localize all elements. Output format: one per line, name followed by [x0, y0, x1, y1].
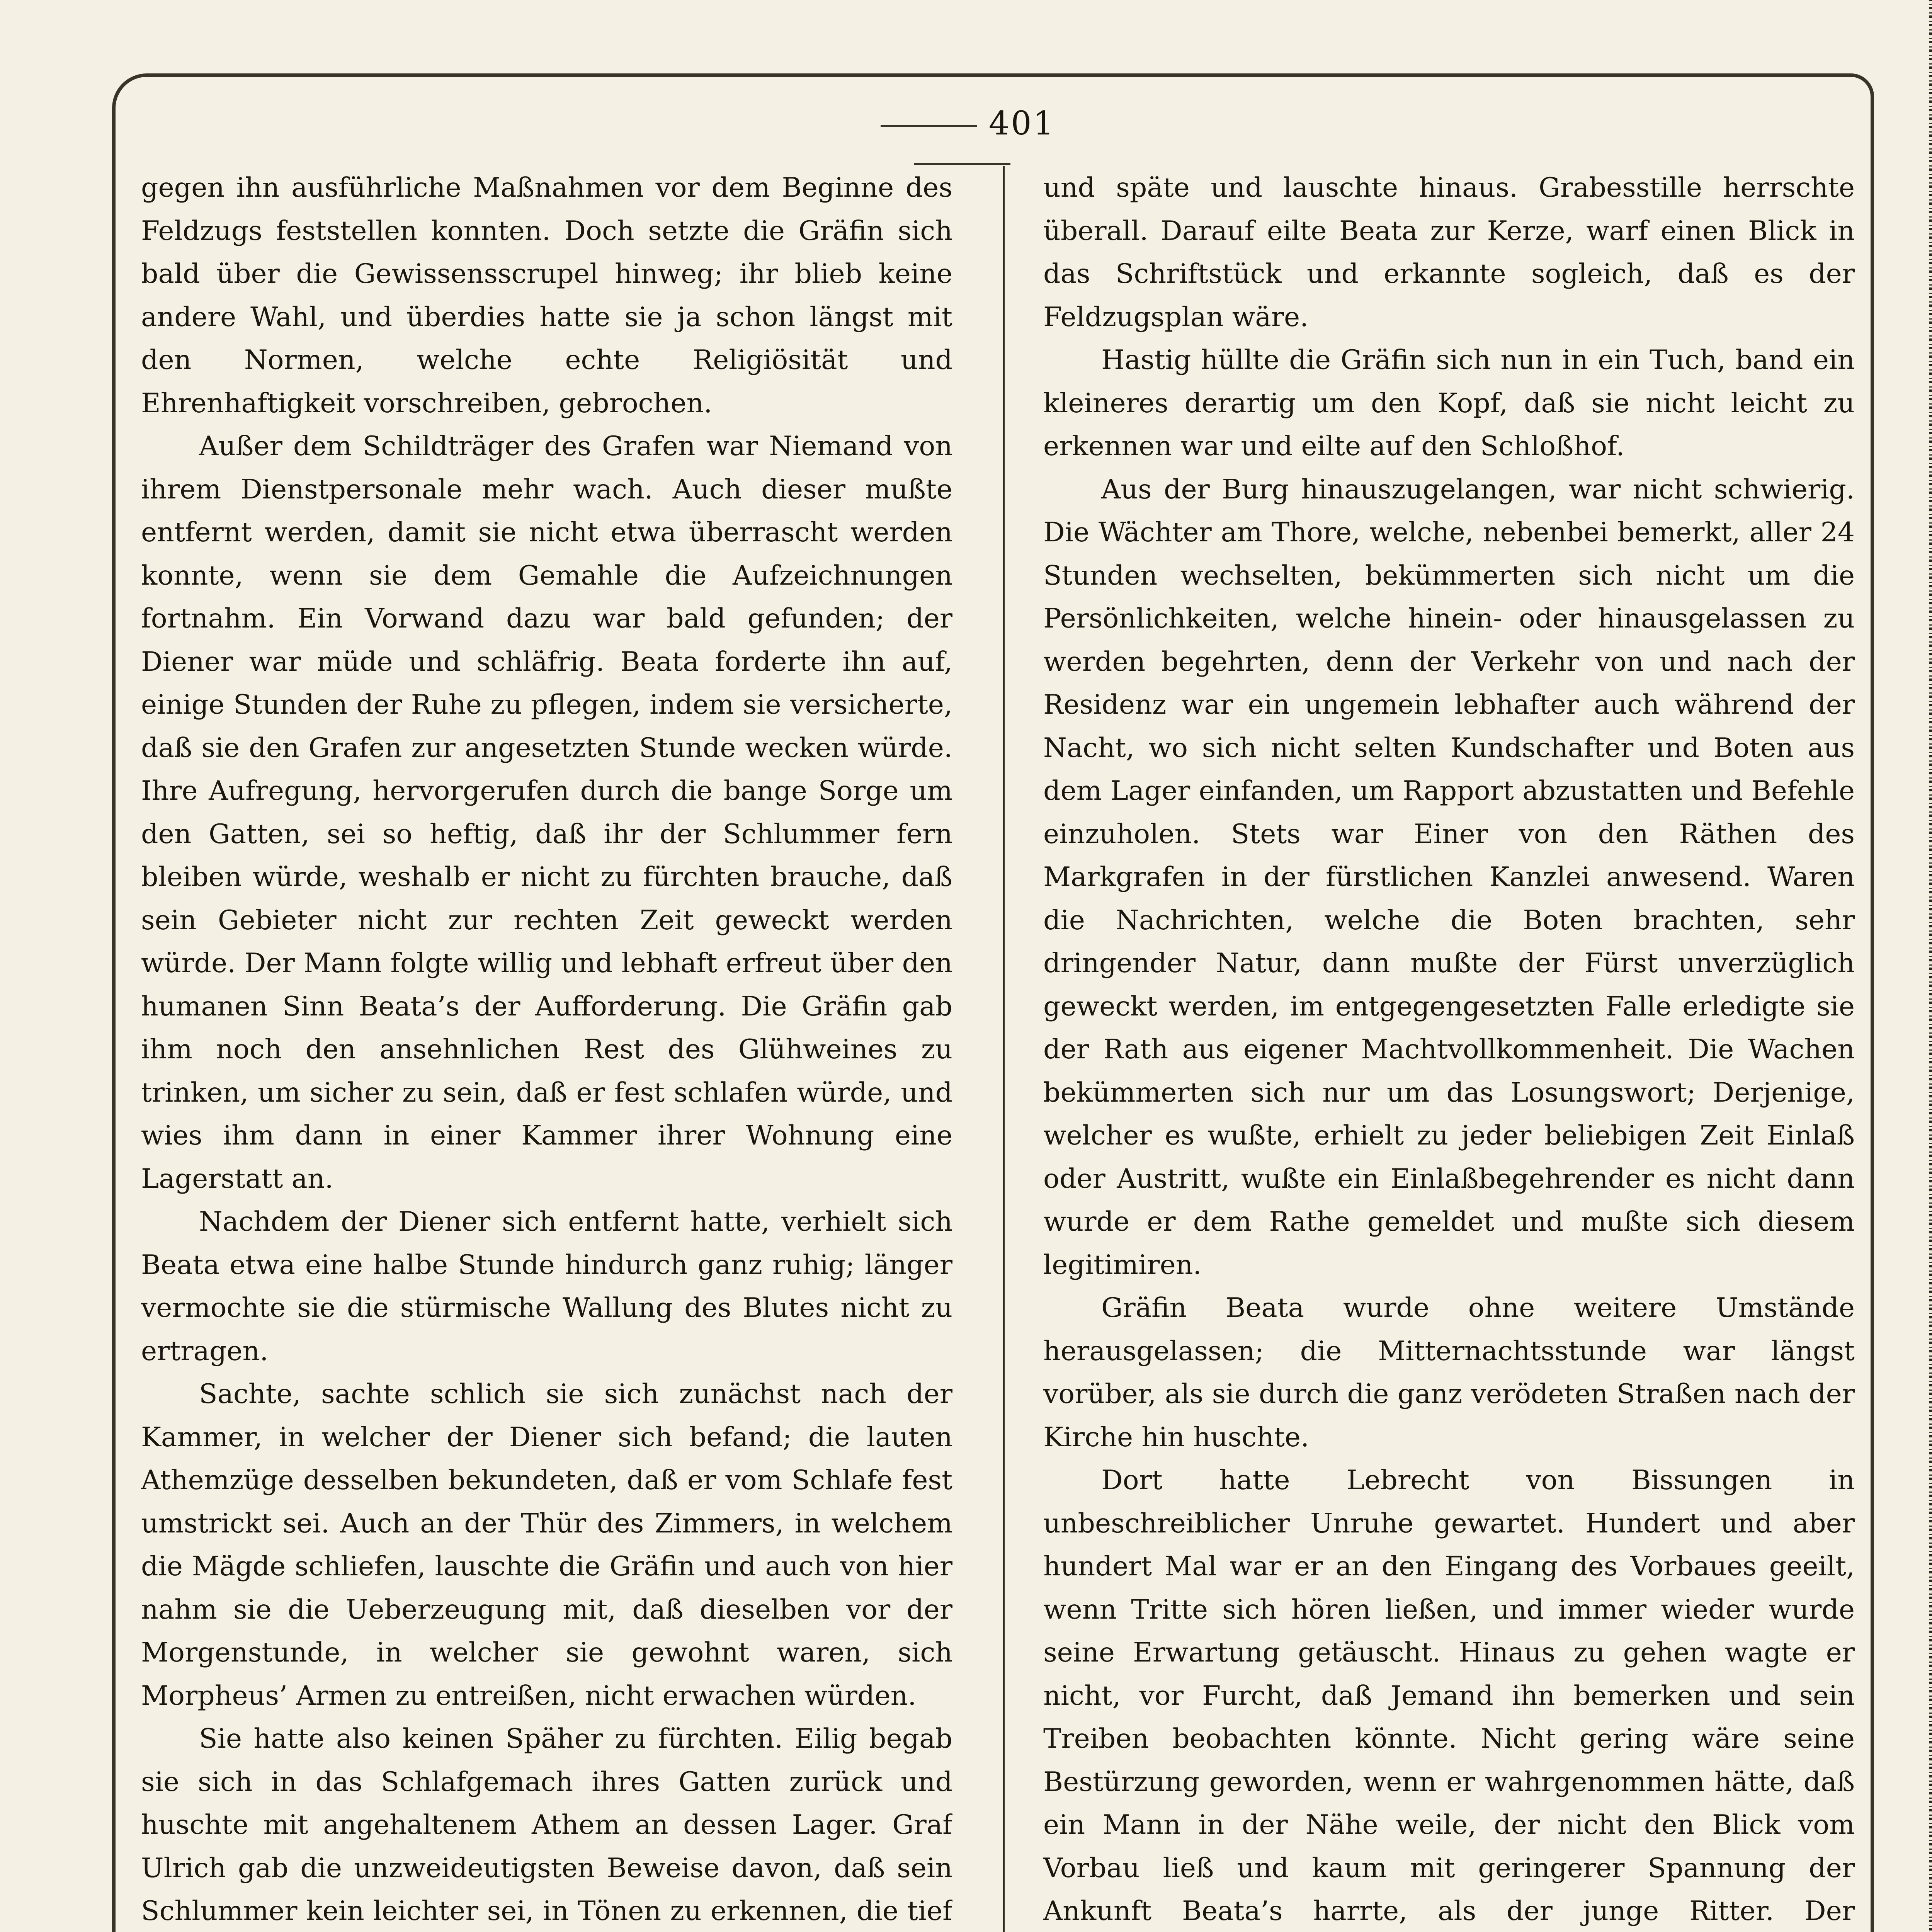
- paragraph: Sachte, sachte schlich sie sich zunächst nach der Kammer, in welcher der Diener sich befand; die lauten Athemzüge desselben bekundeten, daß er vom Schlafe fest umstrickt sei. Auch an der Thür des Zimmers, in welchem die Mägde schliefen, lauschte die Gräfin und auch von hier nahm sie die Ueberzeugung mit, daß dieselben vor der Morgenstunde, in welcher sie gewohnt waren, sich Morpheus’ Armen zu entreißen, nicht erwachen würden.: [141, 1378, 952, 1711]
- page-number: 401: [827, 104, 1097, 180]
- left-column: [141, 166, 952, 1932]
- column-divider: [1003, 166, 1005, 1932]
- paragraph: Aus der Burg hinauszugelangen, war nicht schwierig. Die Wächter am Thore, welche, nebenbei bemerkt, aller 24 Stunden wechselten, bekümmerten sich nicht um die Persönlichkeiten, welche hinein- oder hinausgelassen zu werden begehrten, denn der Verkehr von und nach der Residenz war ein ungemein lebhafter auch während der Nacht, wo sich nicht selten Kundschafter und Boten aus dem Lager einfanden, um Rapport abzustatten und Befehle einzuholen. Stets war Einer von den Räthen des Markgrafen in der fürstlichen Kanzlei anwesend. Waren die Nachrichten, welche die Boten brachten, sehr dringender Natur, dann mußte der Fürst unverzüglich geweckt werden, im entgegengesetzten Falle erledigte sie der Rath aus eigener Machtvollkommenheit. Die Wachen bekümmerten sich nur um das Losungswort; Derjenige, welcher es wußte, erhielt zu jeder beliebigen Zeit Einlaß oder Austritt, wußte ein Einlaßbegehrender es nicht dann wurde er dem Rathe gemeldet und mußte sich diesem legitimiren.: [1043, 473, 1855, 1281]
- paragraph: Dort hatte Lebrecht von Bissungen in unbeschreiblicher Unruhe gewartet. Hundert und aber hundert Mal war er an den Eingang des Vorbaues geeilt, wenn Tritte sich hören ließen, und immer wieder wurde seine Erwartung getäuscht. Hinaus zu gehen wagte er nicht, vor Furcht, daß Jemand ihn bemerken und sein Treiben beobachten könnte. Nicht gering wäre seine Bestürzung geworden, wenn er wahrgenommen hätte, daß ein Mann in der Nähe weile, der nicht den Blick vom Vorbau ließ und kaum mit geringerer Spannung der Ankunft Beata’s harrte, als der junge Ritter. Der: [1043, 1464, 1855, 1927]
- paragraph: Nachdem der Diener sich entfernt hatte, verhielt sich Beata etwa eine halbe Stunde hindurch ganz ruhig; länger vermochte sie die stürmische Wallung des Blutes nicht zu ertragen.: [141, 1206, 952, 1367]
- paragraph: Gräfin Beata wurde ohne weitere Umstände herausgelassen; die Mitternachtsstunde war längst vorüber, als sie durch die ganz verödeten Straßen nach der Kirche hin huschte.: [1043, 1292, 1855, 1453]
- paragraph: Hastig hüllte die Gräfin sich nun in ein Tuch, band ein kleineres derartig um den Kopf, daß sie nicht leicht zu erkennen war und eilte auf den Schloßhof.: [1043, 344, 1855, 462]
- paragraph: Außer dem Schildträger des Grafen war Niemand von ihrem Dienstpersonale mehr wach. Auch dieser mußte entfernt werden, damit sie nicht etwa überrascht werden konnte, wenn sie dem Gemahle die Aufzeichnungen fortnahm. Ein Vorwand dazu war bald gefunden; der Diener war müde und schläfrig. Beata forderte ihn auf, einige Stunden der Ruhe zu pflegen, indem sie versicherte, daß sie den Grafen zur angesetzten Stunde wecken würde. Ihre Aufregung, hervorgerufen durch die bange Sorge um den Gatten, sei so heftig, daß ihr der Schlummer fern bleiben würde, weshalb er nicht zu fürchten brauche, daß sein Gebieter nicht zur rechten Zeit geweckt werden würde. Der Mann folgte willig und lebhaft erfreut über den humanen Sinn Beata’s der Aufforderung. Die Gräfin gab ihm noch den ansehnlichen Rest des Glühweines zu trinken, um sicher zu sein, daß er fest schlafen würde, und wies ihm dann in einer Kammer ihrer Wohnung eine Lagerstatt an.: [141, 430, 952, 1194]
- paragraph: und späte und lauschte hinaus. Grabesstille herrschte überall. Darauf eilte Beata zur Kerze, warf einen Blick in das Schriftstück und erkannte sogleich, daß es der Feldzugsplan wäre.: [1043, 172, 1855, 333]
- paragraph: gegen ihn ausführliche Maßnahmen vor dem Beginne des Feldzugs feststellen konnten. Doch setzte die Gräfin sich bald über die Gewissensscrupel hinweg; ihr blieb keine andere Wahl, und überdies hatte sie ja schon längst mit den Normen, welche echte Religiösität und Ehrenhaftigkeit vorschreiben, gebrochen.: [141, 172, 952, 419]
- right-column: [1043, 166, 1855, 1932]
- scan-edge: [1929, 0, 1932, 1932]
- paragraph: Sie hatte also keinen Späher zu fürchten. Eilig begab sie sich in das Schlafgemach ihres Gatten zurück und huschte mit angehaltenem Athem an dessen Lager. Graf Ulrich gab die unzweideutigsten Beweise davon, daß sein Schlummer kein leichter sei, in Tönen zu erkennen, die tief: [141, 1723, 952, 1927]
